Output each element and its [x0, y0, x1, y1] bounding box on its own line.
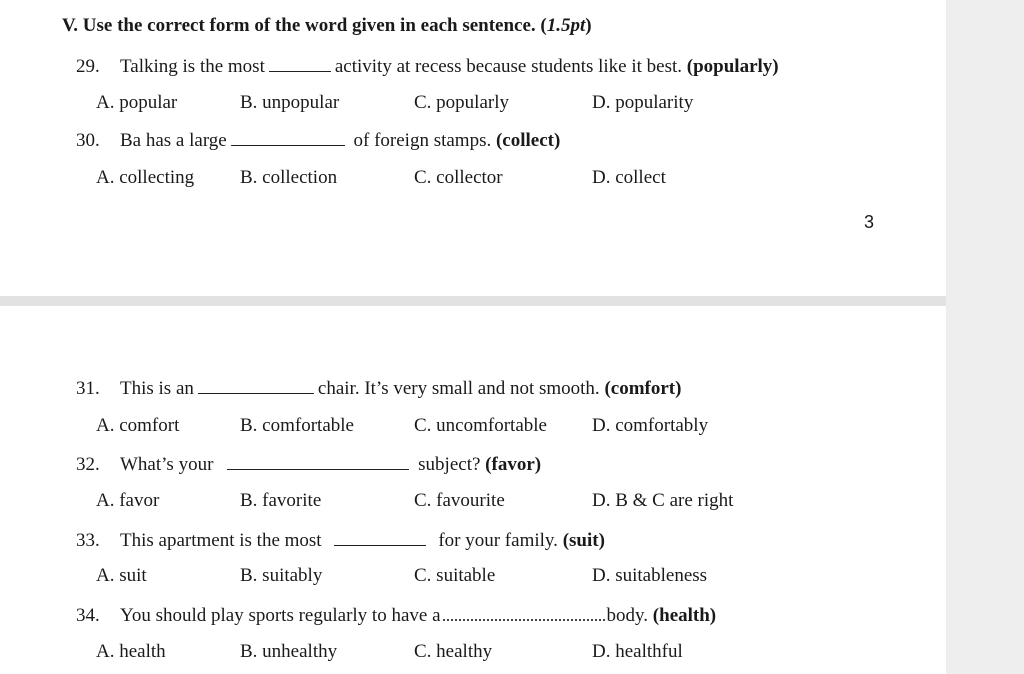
option-c[interactable]: C. uncomfortable — [414, 415, 547, 436]
question-30 — [76, 129, 560, 153]
page-separator — [0, 296, 946, 306]
answer-blank[interactable] — [198, 377, 314, 394]
question-number: 33. — [76, 530, 100, 551]
question-number: 32. — [76, 454, 100, 475]
option-a[interactable]: A. popular — [96, 92, 178, 113]
keyword: (popularly) — [686, 56, 779, 77]
option-a[interactable]: A. health — [96, 641, 166, 662]
option-c[interactable]: C. popularly — [414, 92, 509, 113]
option-d[interactable]: D. suitableness — [592, 565, 708, 586]
option-b[interactable]: B. comfortable — [240, 415, 354, 436]
option-c[interactable]: C. healthy — [414, 641, 493, 662]
question-text-after: subject? — [418, 454, 481, 475]
question-text-before: Talking is the most — [120, 56, 265, 77]
option-c[interactable]: C. favourite — [414, 490, 505, 511]
option-b[interactable]: B. suitably — [240, 565, 323, 586]
option-a[interactable]: A. suit — [96, 565, 147, 586]
section-points: 1.5pt — [546, 15, 586, 36]
question-text-after: chair. It’s very small and not smooth. — [317, 378, 600, 399]
option-c[interactable]: C. suitable — [414, 565, 496, 586]
question-text-before: This is an — [120, 378, 194, 399]
keyword: (suit) — [562, 530, 605, 551]
keyword: (comfort) — [604, 378, 682, 399]
question-text-after: body. — [606, 605, 649, 626]
option-a[interactable]: A. favor — [96, 490, 160, 511]
answer-blank[interactable] — [269, 55, 331, 72]
option-d[interactable]: D. healthful — [592, 641, 683, 662]
section-title-end: ) — [585, 15, 592, 36]
option-d[interactable]: D. popularity — [592, 92, 694, 113]
question-31 — [76, 377, 681, 401]
option-d[interactable]: D. comfortably — [592, 415, 709, 436]
answer-blank[interactable] — [227, 453, 409, 470]
option-b[interactable]: B. unpopular — [240, 92, 340, 113]
page-number: 3 — [864, 212, 875, 232]
question-text-after: activity at recess because students like it best. — [334, 56, 683, 77]
question-32 — [76, 453, 541, 477]
option-d[interactable]: D. B & C are right — [592, 490, 734, 511]
question-text-after: for your family. — [438, 530, 558, 551]
question-number: 31. — [76, 378, 100, 399]
question-number: 30. — [76, 130, 100, 151]
keyword: (favor) — [485, 454, 542, 475]
option-b[interactable]: B. favorite — [240, 490, 322, 511]
question-33 — [76, 529, 605, 553]
question-text-after: of foreign stamps. — [353, 130, 492, 151]
question-text-before: This apartment is the most — [120, 530, 322, 551]
question-text-before: What’s your — [120, 454, 214, 475]
question-text-before: You should play sports regularly to have a — [120, 605, 441, 626]
answer-blank[interactable] — [443, 603, 605, 621]
section-title — [62, 14, 592, 38]
viewer-margin — [946, 0, 1024, 674]
answer-blank[interactable] — [334, 529, 426, 546]
question-number: 29. — [76, 56, 100, 77]
question-number: 34. — [76, 605, 100, 626]
option-c[interactable]: C. collector — [414, 167, 503, 188]
option-b[interactable]: B. unhealthy — [240, 641, 338, 662]
question-34 — [76, 603, 716, 628]
question-29 — [76, 55, 779, 79]
option-a[interactable]: A. comfort — [96, 415, 180, 436]
keyword: (collect) — [495, 130, 561, 151]
section-title-text: V. Use the correct form of the word given in each sentence. ( — [62, 15, 547, 36]
answer-blank[interactable] — [231, 129, 345, 146]
question-text-before: Ba has a large — [120, 130, 227, 151]
option-d[interactable]: D. collect — [592, 167, 666, 188]
option-b[interactable]: B. collection — [240, 167, 338, 188]
option-a[interactable]: A. collecting — [96, 167, 195, 188]
keyword: (health) — [652, 605, 717, 626]
